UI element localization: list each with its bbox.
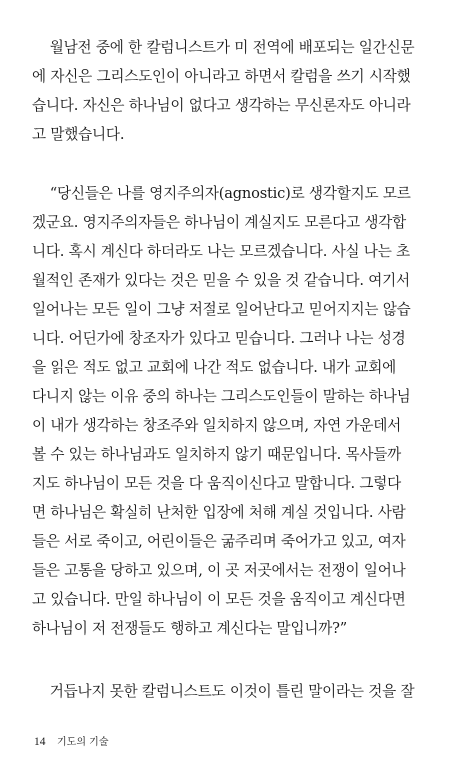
text-line: “당신들은 나를 영지주의자(agnostic)로 생각할지도 모르	[32, 185, 411, 202]
text-line: 지도 하나님이 모든 것을 다 움직이신다고 말합니다. 그렇다	[32, 475, 402, 492]
page-footer	[34, 734, 108, 751]
text-line: 거듭나지 못한 칼럼니스트도 이것이 틀린 말이라는 것을 잘	[32, 683, 415, 700]
text-line: 볼 수 있는 하나님과도 일치하지 않기 때문입니다. 목사들까	[32, 446, 402, 463]
paragraph-2-quote	[32, 179, 452, 643]
text-line: 일어나는 모든 일이 그냥 저절로 일어난다고 믿어지지는 않습	[32, 301, 411, 318]
text-line: 겠군요. 영지주의자들은 하나님이 계실지도 모른다고 생각합	[32, 214, 407, 231]
text-line: 습니다. 자신은 하나님이 없다고 생각하는 무신론자도 아니라	[32, 97, 411, 114]
text-line: 월남전 중에 한 칼럼니스트가 미 전역에 배포되는 일간신문	[32, 39, 415, 56]
text-line: 다니지 않는 이유 중의 하나는 그리스도인들이 말하는 하나님	[32, 388, 411, 405]
text-line: 월적인 존재가 있다는 것은 믿을 수 있을 것 같습니다. 여기서	[32, 272, 410, 289]
paragraph-1	[32, 33, 452, 149]
text-line: 들은 서로 죽이고, 어린이들은 굶주리며 죽어가고 있고, 여자	[32, 533, 406, 550]
text-line: 에 자신은 그리스도인이 아니라고 하면서 칼럼을 쓰기 시작했	[32, 68, 411, 85]
text-line: 고 말했습니다.	[32, 126, 125, 143]
text-line: 하나님이 저 전쟁들도 행하고 계신다는 말입니까?”	[32, 620, 348, 637]
page-number: 14	[34, 736, 46, 748]
paragraph-3	[32, 677, 452, 706]
text-line: 을 읽은 적도 없고 교회에 나간 적도 없습니다. 내가 교회에	[32, 359, 397, 376]
text-line: 니다. 어딘가에 창조자가 있다고 믿습니다. 그러나 나는 성경	[32, 330, 406, 347]
book-title: 기도의 기술	[57, 737, 109, 748]
text-line: 고 있습니다. 만일 하나님이 이 모든 것을 움직이고 계신다면	[32, 591, 406, 608]
text-line: 면 하나님은 확실히 난처한 입장에 처해 계실 것입니다. 사람	[32, 504, 406, 521]
text-line: 니다. 혹시 계신다 하더라도 나는 모르겠습니다. 사실 나는 초	[32, 243, 410, 260]
text-line: 들은 고통을 당하고 있으며, 이 곳 저곳에서는 전쟁이 일어나	[32, 562, 406, 579]
text-line: 이 내가 생각하는 창조주와 일치하지 않으며, 자연 가운데서	[32, 417, 402, 434]
